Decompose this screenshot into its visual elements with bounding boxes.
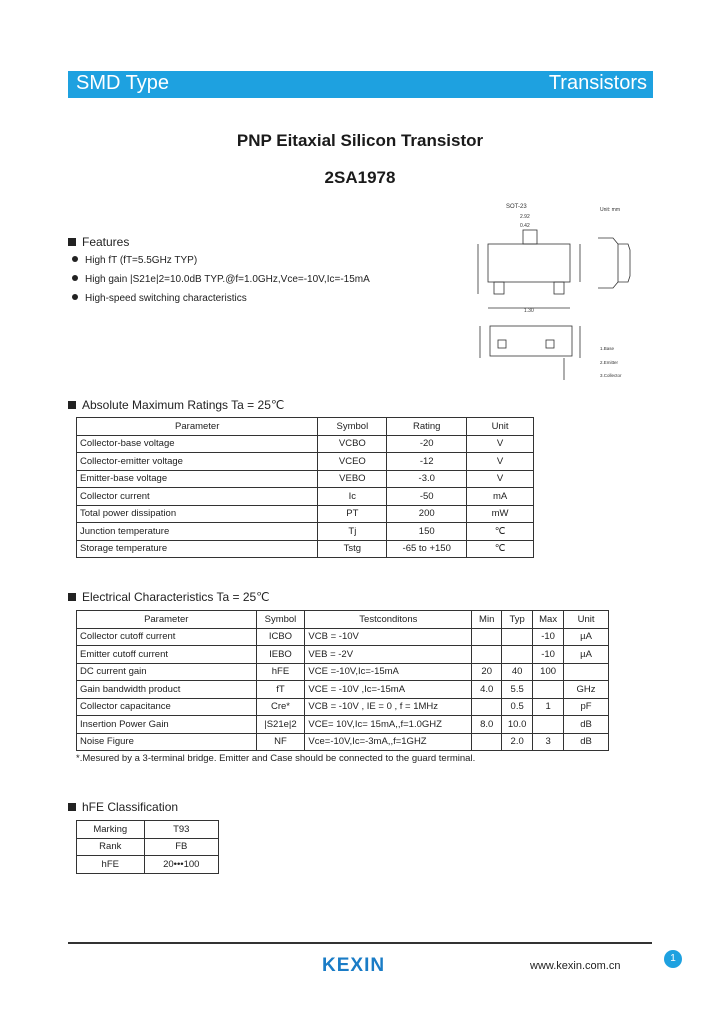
part-number: 2SA1978 <box>324 168 396 187</box>
package-name: SOT-23 <box>506 204 527 210</box>
pin-3-label: 3.Collector <box>600 373 622 378</box>
hfe-table <box>76 820 219 874</box>
table-row: Total power dissipation PT 200 mW <box>77 505 534 523</box>
bullet-icon <box>72 275 78 281</box>
abs-max-table: Parameter Symbol Rating Unit Collector-base voltage VCBO -20 V Collector-emitter voltage VCEO -12 V Emitter-base voltage VEBO -3.0 V Collector current Ic -50 mA Total power dissipation PT 200 mW Junction temperature Tj 150 ℃ Storage temperature Tstg -65 to +150 ℃ <box>76 417 534 558</box>
elec-char-table: Parameter Symbol Testconditons Min Typ Max Unit Collector cutoff current ICBO VCB = -10V -10 µA Emitter cutoff current IEBO VEB = -2V -10 µA DC current gain hFE VCE =-10V,Ic=-15mA 20 40 100 Gain bandwidth product fT VCE = -10V ,Ic=-15mA 4.0 5.5 GHz Collector capacitance Cre* VCB = -10V , IE = 0 , f = 1MHz 0.5 1 pF Insertion Power Gain |S21e|2 VCE= 10V,Ic= 15mA,,f=1.0GHZ 8.0 10.0 dB Noise Figure NF Vce=-10V,Ic=-3mA,,f=1GHZ 2.0 3 dB <box>76 610 609 751</box>
header-category: SMD Type <box>76 72 169 94</box>
svg-text:1.30: 1.30 <box>524 308 534 314</box>
footer-divider <box>68 942 652 944</box>
table-row: Marking T93 <box>77 821 219 839</box>
svg-text:0.42: 0.42 <box>520 223 530 229</box>
table-row: Rank FB <box>77 838 219 856</box>
table-row: Collector capacitance Cre* VCB = -10V , IE = 0 , f = 1MHz 0.5 1 pF <box>77 698 609 716</box>
section-bullet-icon <box>68 238 76 246</box>
table-row: Collector-base voltage VCBO -20 V <box>77 435 534 453</box>
measurement-note: *.Mesured by a 3-terminal bridge. Emitter and Case should be connected to the guard terminal. <box>76 753 476 764</box>
package-drawing <box>468 198 648 388</box>
company-logo: KEXIN <box>322 955 386 976</box>
table-row: Collector-emitter voltage VCEO -12 V <box>77 453 534 471</box>
section-bullet-icon <box>68 593 76 601</box>
document-title: PNP Eitaxial Silicon Transistor <box>236 131 484 150</box>
table-row: Emitter cutoff current IEBO VEB = -2V -10 µA <box>77 646 609 664</box>
table-row: Noise Figure NF Vce=-10V,Ic=-3mA,,f=1GHZ 2.0 3 dB <box>77 733 609 751</box>
section-bullet-icon <box>68 803 76 811</box>
unit-note: Unit: mm <box>600 207 620 213</box>
features-heading: Features <box>68 235 129 249</box>
elec-char-heading: Electrical Characteristics Ta = 25℃ <box>68 590 270 604</box>
table-row: Emitter-base voltage VEBO -3.0 V <box>77 470 534 488</box>
feature-item: High fT (fT=5.5GHz TYP) <box>72 255 197 266</box>
table-row: Storage temperature Tstg -65 to +150 ℃ <box>77 540 534 558</box>
feature-item: High-speed switching characteristics <box>72 293 247 304</box>
abs-max-heading: Absolute Maximum Ratings Ta = 25℃ <box>68 398 284 412</box>
table-row: DC current gain hFE VCE =-10V,Ic=-15mA 20 40 100 <box>77 663 609 681</box>
header-bar <box>68 71 653 98</box>
svg-text:2.92: 2.92 <box>520 214 530 220</box>
pin-2-label: 2.Emitter <box>600 360 619 365</box>
table-row: Collector current Ic -50 mA <box>77 488 534 506</box>
table-row: Junction temperature Tj 150 ℃ <box>77 523 534 541</box>
table-row: Collector cutoff current ICBO VCB = -10V -10 µA <box>77 628 609 646</box>
pin-1-label: 1.Base <box>600 346 615 351</box>
bullet-icon <box>72 294 78 300</box>
website-link[interactable]: www.kexin.com.cn <box>530 960 621 972</box>
table-row: hFE 20•••100 <box>77 856 219 874</box>
bullet-icon <box>72 256 78 262</box>
table-row: Insertion Power Gain |S21e|2 VCE= 10V,Ic= 15mA,,f=1.0GHZ 8.0 10.0 dB <box>77 716 609 734</box>
page-number: 1 <box>664 950 682 968</box>
feature-item: High gain |S21e|2=10.0dB TYP.@f=1.0GHz,Vce=-10V,Ic=-15mA <box>72 274 370 285</box>
section-bullet-icon <box>68 401 76 409</box>
table-row: Gain bandwidth product fT VCE = -10V ,Ic=-15mA 4.0 5.5 GHz <box>77 681 609 699</box>
hfe-heading: hFE Classification <box>68 800 178 814</box>
header-product-type: Transistors <box>548 72 647 94</box>
